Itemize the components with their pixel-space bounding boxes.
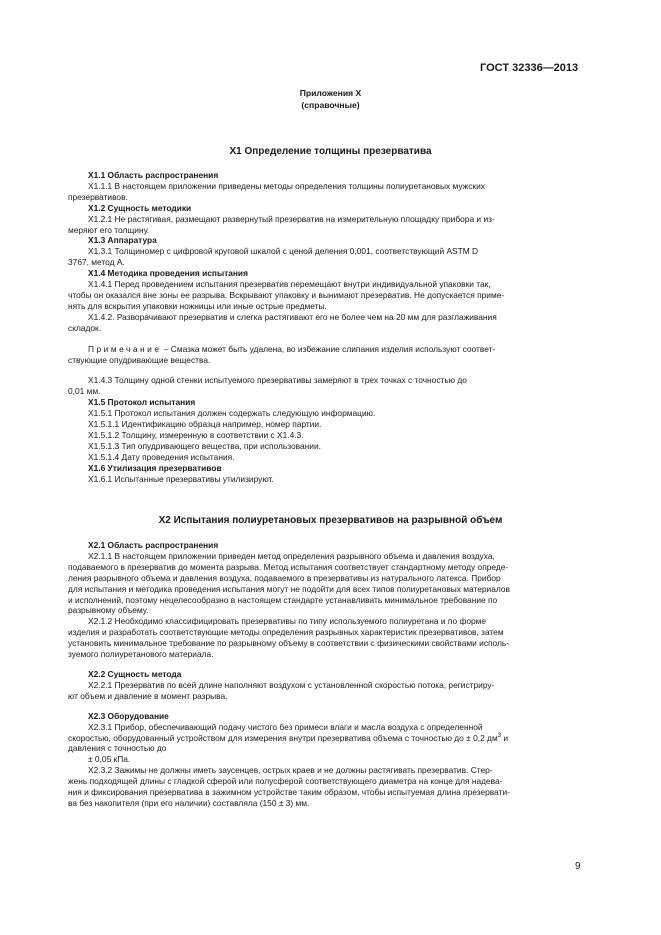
section-x1-title: Х1 Определение толщины презерватива	[229, 146, 432, 157]
paragraph-line: жень подходящей длины с гладкой сферой или полусферой соответствующего диаметра на конце для надева-	[68, 776, 503, 787]
paragraph-line: Х2.2.1 Презерватив по всей длине наполняют воздухом с установленной скоростью потока, регистриру-	[88, 679, 495, 690]
text-run: и	[501, 732, 509, 743]
paragraph-line: 0,01 мм.	[68, 386, 101, 397]
heading-x1-6: Х1.6 Утилизация презервативов	[88, 462, 222, 473]
paragraph-line: Х1.6.1 Испытанные презервативы утилизируют.	[88, 473, 274, 484]
section-x2-title: Х2 Испытания полиуретановых презервативов на разрывной объем	[158, 515, 503, 526]
paragraph-line: разрывному объему.	[68, 605, 149, 616]
paragraph-line: меряют его толщину.	[68, 224, 150, 235]
paragraph-line: Х1.5.1 Протокол испытания должен содержать следующую информацию.	[88, 408, 376, 419]
paragraph-line: Х2.1.2 Необходимо классифицировать презервативы по типу используемого полиуретана и по форме	[88, 616, 487, 627]
paragraph-line: Х1.4.2. Разворачивают презерватив и слегка растягивают его не более чем на 20 мм для разглаживания	[88, 311, 497, 322]
text-run: скоростью, оборудованный устройством для измерения внутри презерватива объема с точностью до ± 0,2 дм	[68, 732, 498, 743]
paragraph-line: чтобы он оказался вне зоны ее разрыва. Вскрывают упаковку и вынимают презерватив. Не допускается приме-	[68, 289, 505, 300]
paragraph-line: Х1.5.1.1 Идентификацию образца например, номер партии.	[88, 419, 322, 430]
paragraph-line: ния и фиксирования презерватива в зажимном устройстве таким образом, чтобы испытуемая длина презервати-	[68, 787, 510, 798]
heading-x1-3: Х1.3 Аппаратура	[88, 235, 157, 246]
paragraph-line: Х1.5.1.4 Дату проведения испытания.	[88, 451, 235, 462]
paragraph-line: Х1.4.3 Толщину одной стенки испытуемого презервативы замеряют в трех точках с точностью до	[88, 375, 467, 386]
paragraph-line: ва без накопителя (при его наличии) составляла (150 ± 3) мм.	[68, 797, 310, 808]
paragraph-line: подаваемого в презерватив до момента разрыва. Метод испытания соответствует стандартному методу опреде-	[68, 561, 509, 572]
paragraph-line: для испытания и методика проведения испытания могут не подойти для всех типов полиуретановых материалов	[68, 583, 510, 594]
paragraph-line: Х2.3.1 Прибор, обеспечивающий подачу чистого без примеси влаги и масла воздуха с определенной	[88, 721, 483, 732]
note-line	[88, 344, 583, 355]
paragraph-line: ют объем и давление в момент разрыва.	[68, 690, 228, 701]
paragraph-line: и исполнений, поэтому нецелесообразно в настоящем стандарте устанавливать минимальное требование по	[68, 594, 498, 605]
document-id: ГОСТ 32336—2013	[480, 62, 579, 74]
paragraph-line: Х1.5.1.2 Толщину, измеренную в соответствии с Х1.4.3.	[88, 429, 304, 440]
annex-title: Приложения Х	[299, 88, 362, 98]
section-x2-body	[68, 540, 583, 809]
heading-x1-1: Х1.1 Область распространения	[88, 170, 219, 180]
paragraph-line: ± 0,05 кПа.	[88, 754, 131, 765]
heading-x2-3: Х2.3 Оборудование	[88, 710, 169, 721]
paragraph-line: ления разрывного объема и давления воздуха, подаваемого в презервативы из натурального латекса. Прибор	[68, 572, 501, 583]
paragraph-line: установить минимальное требование по разрывному объему в соответствии с физическими свойствами исполь-	[68, 638, 510, 649]
paragraph-line: 3767, метод А.	[68, 257, 125, 268]
section-x1-body	[68, 170, 583, 484]
paragraph-line: ствующие опудривающие вещества.	[68, 354, 211, 365]
paragraph-line: зуемого полиуретанового материала.	[68, 649, 214, 660]
paragraph-line: изделия и разработать соответствующие методы определения разрывных характеристик презервативов, затем	[68, 627, 504, 638]
paragraph-line: Х1.2.1 Не растягивая, размещают развернутый презерватив на измерительную площадку прибора и из-	[88, 213, 495, 224]
paragraph-line: Х1.3.1 Толщиномер с цифровой круговой шкалой с ценой деления 0,001, соответствующий ASTM D	[88, 246, 479, 257]
paragraph-line: Х1.4.1 Перед проведением испытания презерватив перемещают внутри индивидуальной упаковки так,	[88, 279, 491, 290]
paragraph-line: Х1.5.1.3 Тип опудривающего вещества, при использовании.	[88, 440, 321, 451]
paragraph-line: складок.	[68, 322, 102, 333]
paragraph-line: Х1.1.1 В настоящем приложении приведены методы определения толщины полиуретановых мужских	[88, 180, 485, 191]
note-label: Примечание	[88, 343, 162, 354]
annex-subtitle: (справочные)	[301, 100, 360, 110]
heading-x2-2: Х2.2 Сущность метода	[88, 668, 182, 679]
paragraph-line: Х2.3.2 Зажимы не должны иметь заусенцев, острых краев и не должны растягивать презерватив. Стер-	[88, 765, 493, 776]
paragraph-line: давления с точностью до	[68, 743, 167, 754]
heading-x1-2: Х1.2 Сущность методики	[88, 202, 192, 213]
paragraph-line: Х2.1.1 В настоящем приложении приведен метод определения разрывного объема и давления воздуха,	[88, 550, 495, 561]
paragraph-line	[68, 733, 583, 744]
page-number: 9	[575, 861, 581, 872]
paragraph-line: презервативов.	[68, 191, 128, 202]
heading-x2-1: Х2.1 Область распространения	[88, 540, 219, 550]
note-text: – Смазка может быть удалена, во избежание слипания изделия используют соответ-	[161, 343, 496, 354]
heading-x1-4: Х1.4 Методика проведения испытания	[88, 268, 248, 279]
heading-x1-5: Х1.5 Протокол испытания	[88, 397, 196, 408]
superscript: 3	[497, 732, 502, 739]
paragraph-line: нять для вскрытия упаковки ножницы или иные острые предметы.	[68, 300, 327, 311]
